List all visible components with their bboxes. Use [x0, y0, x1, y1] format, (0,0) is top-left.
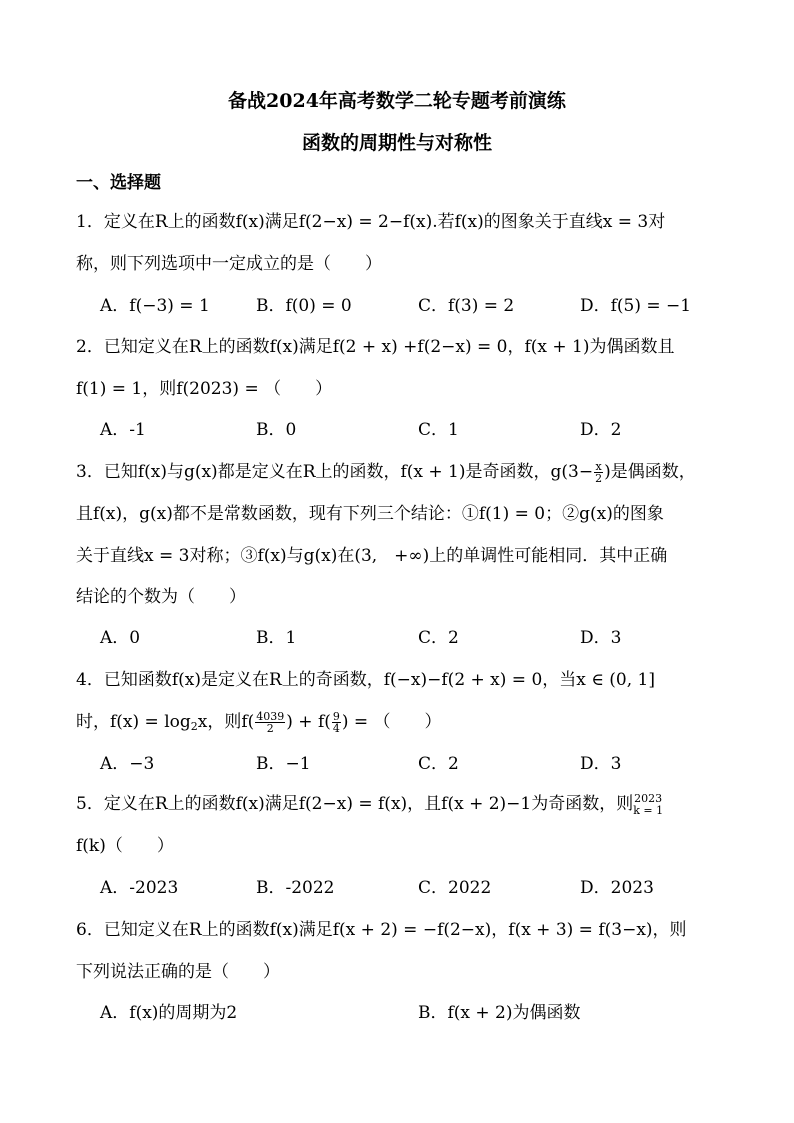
q5-line1-text: 5．定义在R上的函数f(x)满足f(2−x) = f(x)，且f(x + 2)−1为奇函数，则: [76, 794, 634, 814]
q6-option-a: A．f(x)的周期为2: [100, 1003, 238, 1023]
q4-option-a: A．−3: [100, 754, 155, 774]
q5-summation: [633, 793, 663, 817]
q6-line1: 6．已知定义在R上的函数f(x)满足f(x + 2) = −f(2−x)，f(x + 3) = f(3−x)，则: [76, 920, 687, 940]
q1-line1: 1．定义在R上的函数f(x)满足f(2−x) = 2−f(x).若f(x)的图象关于直线x = 3对: [76, 212, 666, 232]
q3-fraction-denominator: 2: [595, 472, 603, 485]
q4-line1: 4．已知函数f(x)是定义在R上的奇函数，f(−x)−f(2 + x) = 0，当x ∈ (0, 1]: [76, 670, 655, 690]
q2-line1: 2．已知定义在R上的函数f(x)满足f(2 + x) +f(2−x) = 0，f(x + 1)为偶函数且: [76, 337, 675, 357]
q4-option-b: B．−1: [256, 754, 311, 774]
q4-option-c: C．2: [418, 754, 459, 774]
q4-line2-text-a: 时，f(x) = log: [76, 712, 191, 732]
q4-line2-text-c: ) + f(: [286, 712, 331, 732]
q3-option-c: C．2: [418, 628, 459, 648]
document-title: 备战2024年高考数学二轮专题考前演练: [228, 90, 566, 112]
q2-option-c: C．1: [418, 420, 459, 440]
q2-option-b: B．0: [256, 420, 297, 440]
q1-line2: 称，则下列选项中一定成立的是（ ）: [76, 254, 382, 274]
q3-line1-text-a: 3．已知f(x)与g(x)都是定义在R上的函数，f(x + 1)是奇函数，g(3−: [76, 462, 594, 482]
q4-fraction-2-denominator: 4: [332, 722, 340, 735]
q3-line1: [76, 460, 696, 484]
section-heading: 一、选择题: [76, 173, 161, 193]
q3-line4: 结论的个数为（ ）: [76, 587, 246, 607]
q5-sum-lower: k = 1: [633, 803, 664, 817]
q4-fraction-2-numerator: 9: [332, 710, 340, 723]
q4-line2-text-d: ) = （ ）: [341, 712, 442, 732]
q2-option-a: A．-1: [100, 420, 146, 440]
q5-option-a: A．-2023: [100, 878, 179, 898]
q4-fraction-1-numerator: 4039: [256, 710, 285, 723]
q4-fraction-1: [255, 711, 285, 734]
q5-line1: [76, 792, 663, 817]
q5-option-c: C．2022: [418, 878, 492, 898]
q2-line2: f(1) = 1，则f(2023) = （ ）: [76, 379, 333, 399]
q3-fraction: [594, 461, 603, 484]
q1-option-b: B．f(0) = 0: [256, 296, 352, 316]
q3-option-a: A．0: [100, 628, 141, 648]
q6-line2: 下列说法正确的是（ ）: [76, 962, 280, 982]
q5-sum-upper: 2023: [634, 791, 663, 805]
q3-line3: 关于直线x = 3对称；③f(x)与g(x)在(3, +∞)上的单调性可能相同．其中正确: [76, 546, 668, 566]
q4-fraction-1-denominator: 2: [266, 722, 274, 735]
document-subtitle: 函数的周期性与对称性: [301, 132, 492, 154]
q2-option-d: D．2: [580, 420, 622, 440]
q1-option-d: D．f(5) = −1: [580, 296, 692, 316]
q5-option-b: B．-2022: [256, 878, 335, 898]
q3-line2: 且f(x)，g(x)都不是常数函数，现有下列三个结论：①f(1) = 0；②g(x)的图象: [76, 504, 664, 524]
q1-option-a: A．f(−3) = 1: [100, 296, 210, 316]
q3-line1-text-b: )是偶函数，: [604, 462, 696, 482]
q5-line2: f(k)（ ）: [76, 836, 174, 856]
q6-option-b: B．f(x + 2)为偶函数: [418, 1003, 581, 1023]
q4-line2-text-b: x，则f(: [197, 712, 255, 732]
q3-option-d: D．3: [580, 628, 622, 648]
q3-fraction-numerator: x: [595, 460, 602, 473]
q3-option-b: B．1: [256, 628, 297, 648]
q4-log-base: 2: [190, 720, 198, 733]
q1-option-c: C．f(3) = 2: [418, 296, 515, 316]
q4-option-d: D．3: [580, 754, 622, 774]
q5-option-d: D．2023: [580, 878, 654, 898]
q4-fraction-2: [332, 711, 341, 734]
q4-line2: [76, 710, 442, 739]
